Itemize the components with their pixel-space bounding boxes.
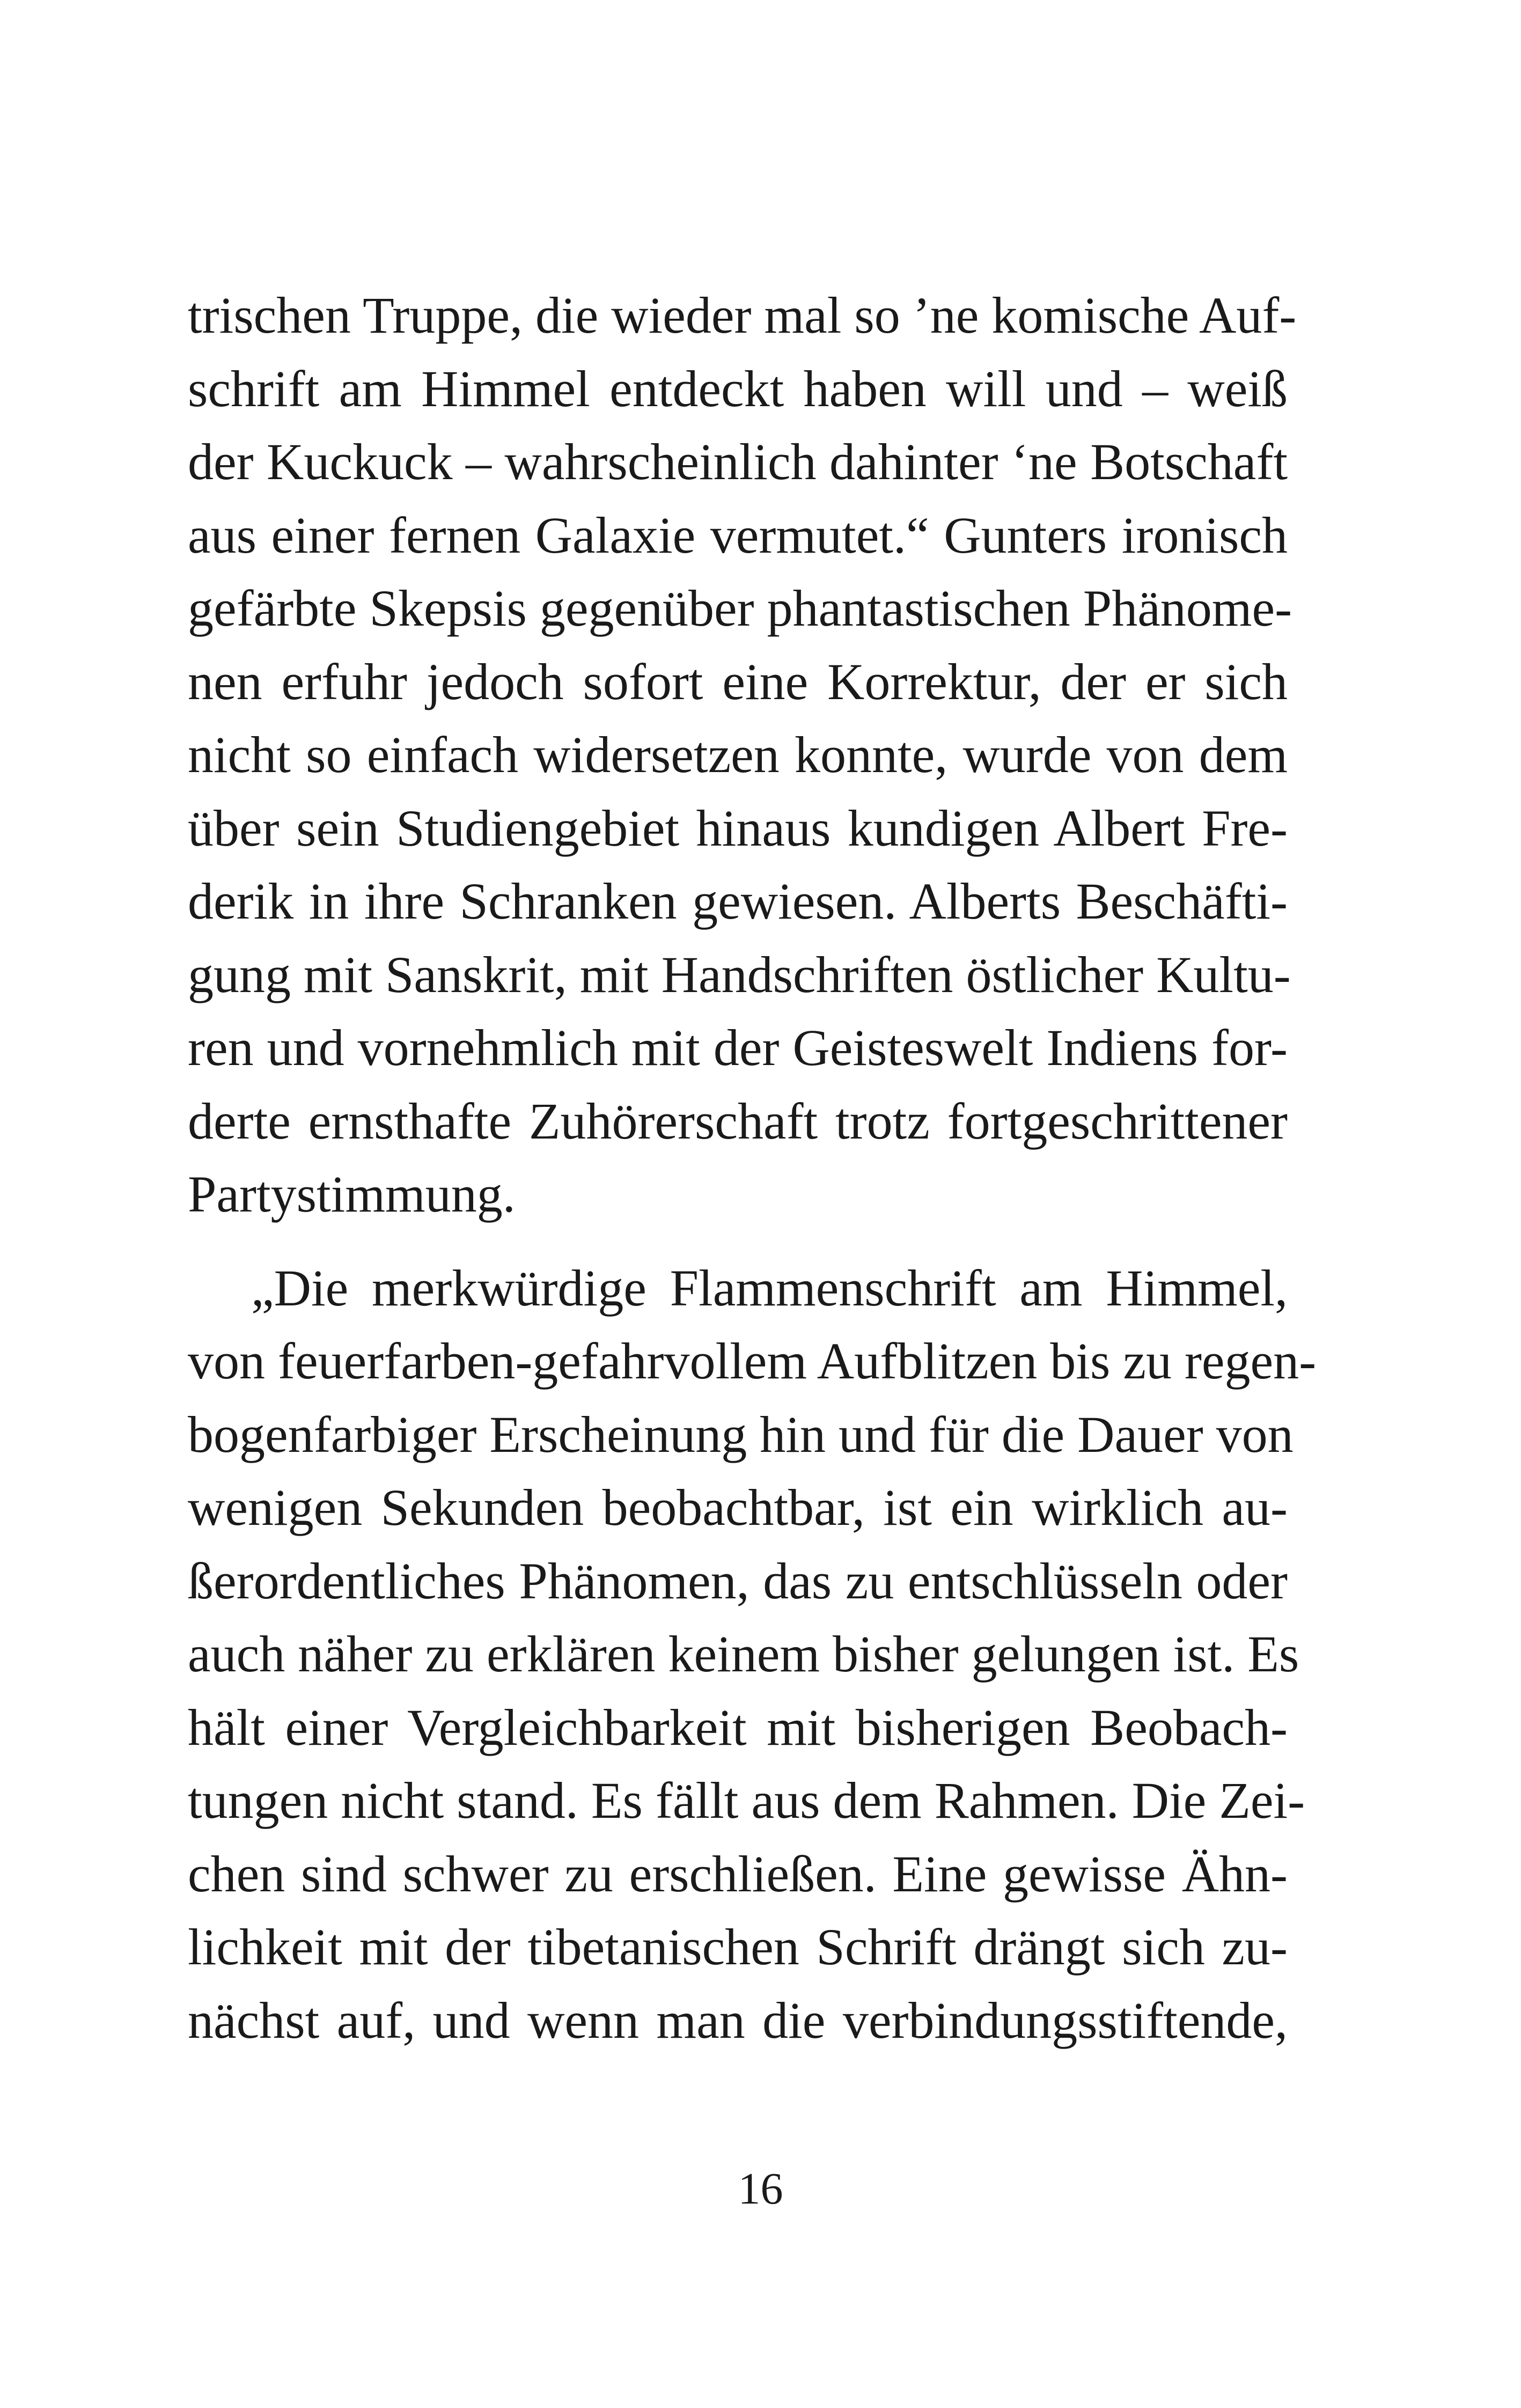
- text-line: aus einer fernen Galaxie vermutet.“ Gunters ironisch: [188, 506, 1288, 564]
- text-line: tungen nicht stand. Es fällt aus dem Rahmen. Die Zei-: [188, 1772, 1305, 1829]
- text-line: trischen Truppe, die wieder mal so ’ne komische Auf-: [188, 287, 1297, 344]
- text-line: gefärbte Skepsis gegenüber phantastischen Phänome-: [188, 579, 1292, 637]
- text-line: von feuerfarben-gefahrvollem Aufblitzen bis zu regen-: [188, 1332, 1317, 1390]
- text-line: nicht so einfach widersetzen konnte, wurde von dem: [188, 726, 1288, 783]
- text-line: lichkeit mit der tibetanischen Schrift drängt sich zu-: [188, 1918, 1288, 1976]
- body-text: [188, 279, 1317, 2057]
- text-line: auch näher zu erklären keinem bisher gelungen ist. Es: [188, 1625, 1299, 1683]
- text-line: nächst auf, und wenn man die verbindungsstiftende,: [188, 1991, 1288, 2049]
- text-line: hält einer Vergleichbarkeit mit bisherigen Beobach-: [188, 1698, 1288, 1756]
- text-line: derte ernsthafte Zuhörerschaft trotz fortgeschrittener: [188, 1092, 1288, 1150]
- text-line: „Die merkwürdige Flammenschrift am Himmel,: [251, 1259, 1288, 1317]
- text-line: gung mit Sanskrit, mit Handschriften östlicher Kultu-: [188, 945, 1291, 1003]
- text-line: schrift am Himmel entdeckt haben will und – weiß: [188, 359, 1288, 417]
- text-line: wenigen Sekunden beobachtbar, ist ein wirklich au-: [188, 1479, 1288, 1536]
- text-line: Partystimmung.: [188, 1165, 516, 1223]
- text-line: nen erfuhr jedoch sofort eine Korrektur, der er sich: [188, 652, 1288, 710]
- text-line: ßerordentliches Phänomen, das zu entschlüsseln oder: [188, 1552, 1288, 1610]
- text-line: bogenfarbiger Erscheinung hin und für die Dauer von: [188, 1405, 1294, 1463]
- text-line: chen sind schwer zu erschließen. Eine gewisse Ähn-: [188, 1845, 1288, 1903]
- paragraph-2: [188, 1252, 1317, 2058]
- text-line: der Kuckuck – wahrscheinlich dahinter ‘ne Botschaft: [188, 433, 1288, 490]
- text-line: ren und vornehmlich mit der Geisteswelt Indiens for-: [188, 1019, 1288, 1076]
- text-line: derik in ihre Schranken gewiesen. Alberts Beschäfti-: [188, 872, 1288, 930]
- page-number: 16: [738, 2164, 783, 2214]
- paragraph-spacer: [188, 1231, 1288, 1252]
- paragraph-1: [188, 279, 1297, 1231]
- text-line: über sein Studiengebiet hinaus kundigen Albert Fre-: [188, 799, 1288, 857]
